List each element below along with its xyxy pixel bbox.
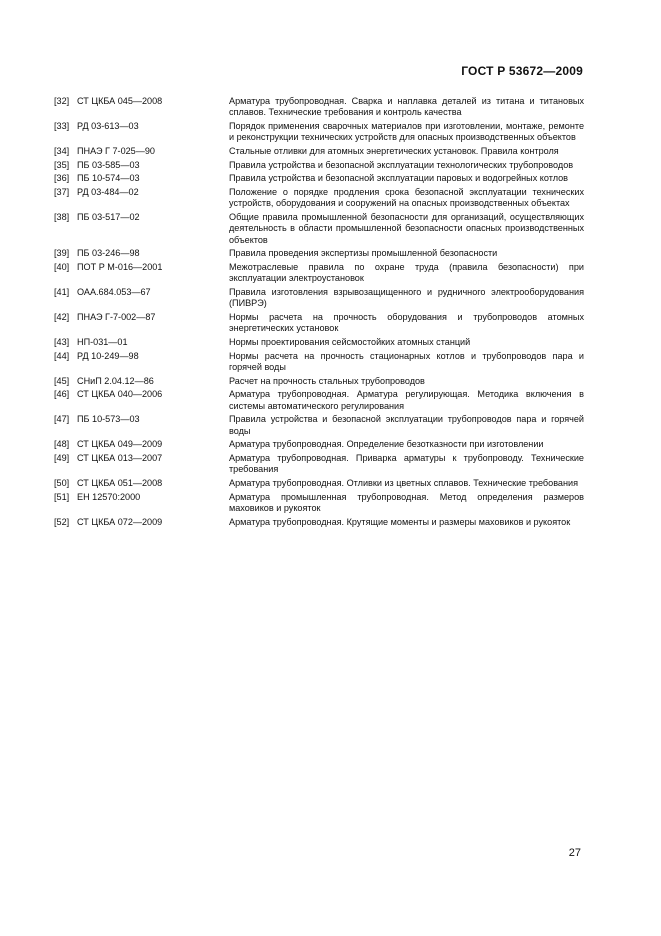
reference-code: СТ ЦКБА 040—2006: [77, 389, 163, 400]
reference-title: Нормы расчета на прочность оборудования и трубопроводов атомных энергетических установок: [229, 311, 584, 334]
reference-item: [54, 351, 584, 374]
reference-number: [51]: [54, 491, 70, 502]
reference-code: СТ ЦКБА 013—2007: [77, 452, 163, 463]
reference-title: Правила устройства и безопасной эксплуатации паровых и водогрейных котлов: [229, 173, 568, 184]
reference-number: [46]: [54, 389, 70, 400]
reference-code: ОАА.684.053—67: [77, 286, 151, 297]
reference-item: [54, 414, 584, 437]
reference-number: [41]: [54, 286, 70, 297]
reference-item: [54, 287, 584, 310]
reference-code: ПБ 10-574—03: [77, 173, 140, 184]
reference-number: [34]: [54, 145, 70, 156]
reference-item: [54, 312, 584, 335]
reference-title: Арматура трубопроводная. Определение безотказности при изготовлении: [229, 439, 544, 450]
reference-code: ПБ 03-517—02: [77, 212, 140, 223]
reference-number: [50]: [54, 477, 70, 488]
reference-item: [54, 439, 584, 450]
reference-item: [54, 337, 584, 348]
reference-item: [54, 96, 584, 119]
reference-code: ПНАЭ Г 7-025—90: [77, 145, 155, 156]
reference-title: Арматура трубопроводная. Арматура регулирующая. Методика включения в системы автоматического регулирования: [229, 389, 584, 411]
reference-code: РД 03-484—02: [77, 187, 139, 198]
reference-item: [54, 173, 584, 184]
reference-number: [38]: [54, 212, 70, 223]
reference-title: Правила проведения экспертизы промышленной безопасности: [229, 248, 498, 259]
reference-item: [54, 212, 584, 246]
reference-number: [37]: [54, 187, 70, 198]
reference-title: Арматура трубопроводная. Отливки из цветных сплавов. Технические требования: [229, 477, 579, 488]
reference-code: СТ ЦКБА 045—2008: [77, 96, 163, 106]
reference-number: [48]: [54, 439, 70, 450]
reference-item: [54, 146, 584, 157]
reference-title: Межотраслевые правила по охране труда (правила безопасности) при эксплуатации электроустановок: [229, 261, 584, 284]
reference-title: Правила устройства и безопасной эксплуатации технологических трубопроводов: [229, 159, 574, 170]
page-number: 27: [568, 847, 581, 859]
reference-title: Правила устройства и безопасной эксплуатации трубопроводов пара и горячей воды: [229, 414, 584, 436]
reference-code: РД 03-613—03: [77, 120, 139, 131]
reference-item: [54, 376, 584, 387]
reference-title: Арматура трубопроводная. Сварка и наплавка деталей из титана и титановых сплавов. Технические требования и контроль качества: [229, 96, 584, 118]
reference-number: [39]: [54, 248, 70, 259]
reference-item: [54, 121, 584, 144]
reference-item: [54, 248, 584, 259]
reference-number: [40]: [54, 261, 70, 272]
reference-title: Порядок применения сварочных материалов при изготовлении, монтаже, ремонте и реконструкции технических устройств для опасных производственных объектов: [229, 120, 584, 143]
reference-title: Стальные отливки для атомных энергетических установок. Правила контроля: [229, 145, 559, 156]
reference-code: СНиП 2.04.12—86: [77, 375, 154, 386]
reference-title: Арматура трубопроводная. Крутящие моменты и размеры маховиков и рукояток: [229, 516, 571, 527]
reference-item: [54, 492, 584, 515]
reference-number: [42]: [54, 311, 70, 322]
reference-item: [54, 262, 584, 285]
reference-number: [47]: [54, 414, 70, 425]
reference-item: [54, 187, 584, 210]
reference-number: [44]: [54, 350, 70, 361]
reference-title: Нормы проектирования сейсмостойких атомных станций: [229, 336, 471, 347]
reference-code: СТ ЦКБА 051—2008: [77, 477, 163, 488]
reference-item: [54, 517, 584, 528]
reference-number: [33]: [54, 120, 70, 131]
reference-code: ПБ 10-573—03: [77, 414, 140, 425]
reference-title: Расчет на прочность стальных трубопроводов: [229, 375, 425, 386]
reference-code: ПНАЭ Г-7-002—87: [77, 311, 156, 322]
reference-code: НП-031—01: [77, 336, 128, 347]
reference-code: ПБ 03-585—03: [77, 159, 140, 170]
reference-code: ПОТ Р М-016—2001: [77, 261, 163, 272]
reference-code: РД 10-249—98: [77, 350, 139, 361]
document-code: ГОСТ Р 53672—2009: [461, 64, 583, 78]
reference-title: Арматура трубопроводная. Приварка арматуры к трубопроводу. Технические требования: [229, 452, 584, 475]
reference-item: [54, 478, 584, 489]
reference-title: Правила изготовления взрывозащищенного и рудничного электрооборудования (ПИВРЭ): [229, 286, 584, 309]
reference-title: Нормы расчета на прочность стационарных котлов и трубопроводов пара и горячей воды: [229, 350, 584, 372]
reference-code: ПБ 03-246—98: [77, 248, 140, 259]
reference-title: Общие правила промышленной безопасности для организаций, осуществляющих деятельность в области промышленной безопасности опасных производственных объектов: [229, 212, 584, 245]
reference-list: [54, 96, 584, 530]
reference-item: [54, 389, 584, 412]
reference-number: [45]: [54, 375, 70, 386]
reference-number: [35]: [54, 159, 70, 170]
reference-number: [49]: [54, 452, 70, 463]
reference-title: Положение о порядке продления срока безопасной эксплуатации технических устройств, оборудования и сооружений на опасных производственных объектах: [229, 187, 584, 209]
reference-number: [52]: [54, 516, 70, 527]
reference-code: ЕН 12570:2000: [77, 491, 141, 502]
reference-code: СТ ЦКБА 072—2009: [77, 516, 163, 527]
reference-title: Арматура промышленная трубопроводная. Метод определения размеров маховиков и рукояток: [229, 491, 584, 513]
reference-number: [36]: [54, 173, 70, 184]
reference-number: [43]: [54, 336, 70, 347]
reference-number: [32]: [54, 96, 70, 106]
reference-code: СТ ЦКБА 049—2009: [77, 439, 163, 450]
reference-item: [54, 160, 584, 171]
reference-item: [54, 453, 584, 476]
